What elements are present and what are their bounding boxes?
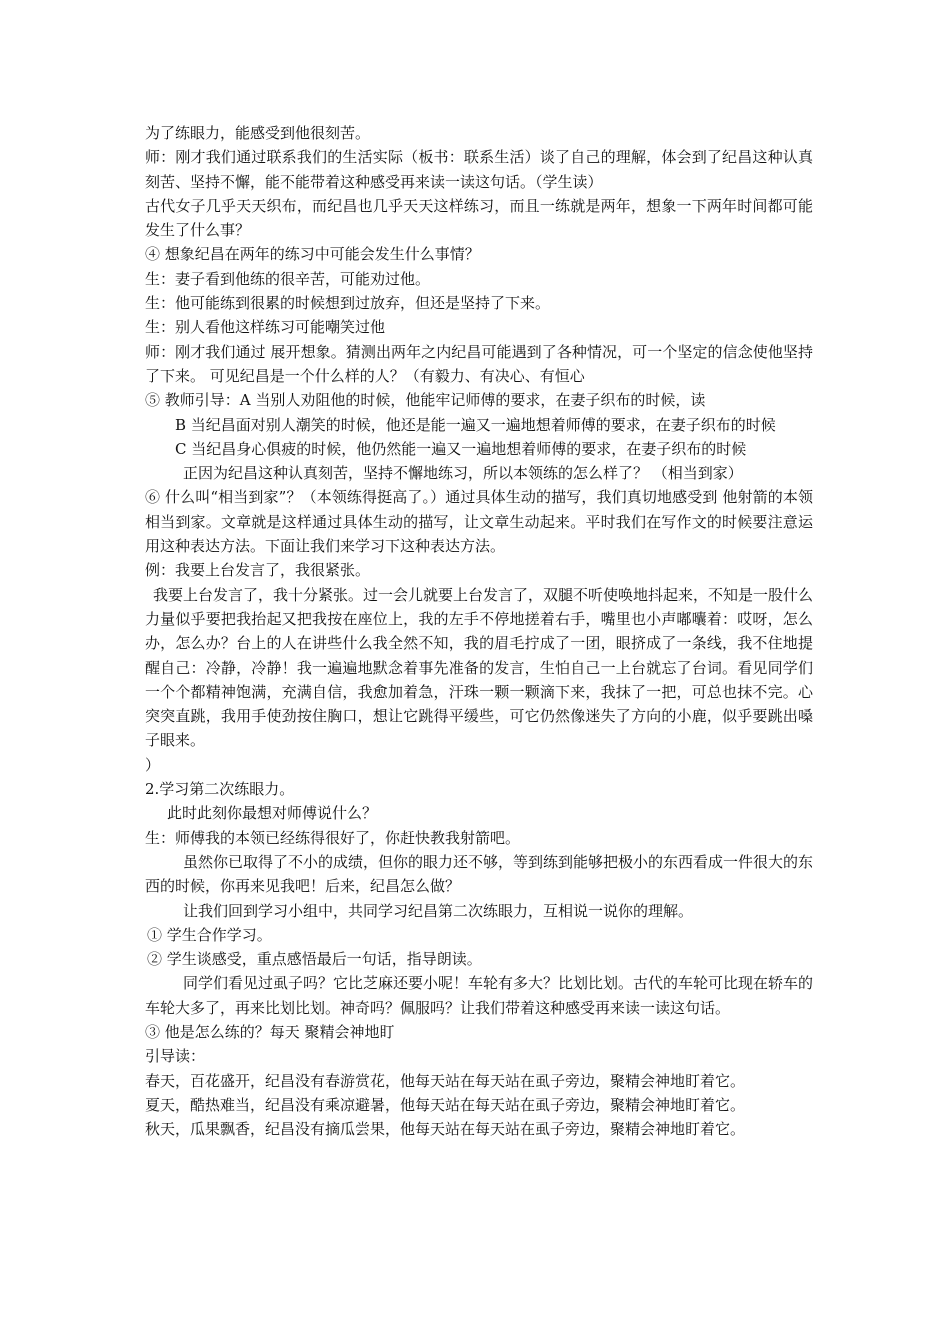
paragraph: 生：妻子看到他练的很辛苦，可能劝过他。 [145, 269, 431, 288]
paragraph: 春天，百花盛开，纪昌没有春游赏花，他每天站在每天站在虱子旁边，聚精会神地盯着它。 [145, 1071, 746, 1090]
paragraph: 引导读： [145, 1047, 206, 1066]
paragraph: ④ 想象纪昌在两年的练习中可能会发生什么事情？ [145, 245, 480, 264]
paragraph: 同学们看见过虱子吗？它比芝麻还要小呢！车轮有多大？比划比划。古代的车轮可比现在轿车的车轮大多了，再来比划比划。神奇吗？佩服吗？让我们带着这种感受再来读一读这句话。 [145, 974, 814, 1017]
paragraph: 生：师傅我的本领已经练得很好了，你赶快教我射箭吧。 [145, 828, 521, 847]
paragraph: 师：刚才我们通过联系我们的生活实际（板书：联系生活）谈了自己的理解，体会到了纪昌这种认真刻苦、坚持不懈，能不能带着这种感受再来读一读这句话。（学生读） [145, 148, 813, 191]
paragraph: ⑤ 教师引导：A 当别人劝阻他的时候，他能牢记师傅的要求，在妻子织布的时候，读 [145, 391, 706, 410]
paragraph: 我要上台发言了，我十分紧张。过一会儿就要上台发言了，双腿不听使唤地抖起来，不知是一股什么力量似乎要把我抬起又把我按在座位上，我的左手不停地搓着右手，嘴里也小声嘟囔着：哎呀，怎么办，怎么办？台上的人在讲些什么我全然不知，我的眉毛拧成了一团，眼挤成了一条线，我不住地提醒自己：冷静，冷静！我一遍遍地默念着事先准备的发言，生怕自己一上台就忘了台词。看见同学们一个个都精神饱满，充满自信，我愈加着急，汗珠一颗一颗滴下来，我抹了一把，可总也抹不完。心突突直跳，我用手使劲按住胸口，想让它跳得平缓些，可它仍然像迷失了方向的小鹿，似乎要跳出嗓子眼来。 [145, 585, 814, 750]
paragraph: 生：他可能练到很累的时候想到过放弃，但还是坚持了下来。 [145, 294, 551, 313]
paragraph: ② 学生谈感受，重点感悟最后一句话，指导朗读。 [147, 950, 482, 969]
paragraph: ① 学生合作学习。 [147, 925, 272, 944]
paragraph: ③ 他是怎么练的？每天 聚精会神地盯 [145, 1022, 395, 1041]
paragraph: 夏天，酷热难当，纪昌没有乘凉避暑，他每天站在每天站在虱子旁边，聚精会神地盯着它。 [145, 1095, 746, 1114]
paragraph: 古代女子几乎天天织布，而纪昌也几乎天天这样练习，而且一练就是两年，想象一下两年时间都可能发生了什么事？ [145, 196, 813, 240]
paragraph: 正因为纪昌这种认真刻苦，坚持不懈地练习，所以本领练的怎么样了？ （相当到家） [183, 464, 743, 483]
paragraph: B 当纪昌面对别人潮笑的时候，他还是能一遍又一遍地想着师傅的要求，在妻子织布的时候 [175, 415, 776, 434]
paragraph: 秋天，瓜果飘香，纪昌没有摘瓜尝果，他每天站在每天站在虱子旁边，聚精会神地盯着它。 [145, 1120, 746, 1139]
document-page [145, 121, 813, 1141]
paragraph: 为了练眼力，能感受到他很刻苦。 [145, 124, 371, 142]
paragraph: 让我们回到学习小组中，共同学习纪昌第二次练眼力，互相说一说你的理解。 [183, 901, 694, 920]
paragraph: 例：我要上台发言了，我很紧张。 [145, 561, 371, 580]
paragraph: 师：刚才我们通过 展开想象。猜测出两年之内纪昌可能遇到了各种情况，可一个坚定的信念使他坚持了下来。 可见纪昌是一个什么样的人？（有毅力、有决心、有恒心 [145, 342, 813, 385]
paragraph: ⑥ 什么叫“相当到家”？（本领练得挺高了。）通过具体生动的描写，我们真切地感受到 他射箭的本领相当到家。文章就是这样通过具体生动的描写，让文章生动起来。平时我们在写作文的时候要注意运用这种表达方法。下面让我们来学习下这种表达方法。 [145, 488, 813, 556]
paragraph: 此时此刻你最想对师傅说什么？ [167, 804, 378, 823]
paragraph: 虽然你已取得了不小的成绩，但你的眼力还不够，等到练到能够把极小的东西看成一件很大的东西的时候，你再来见我吧！后来，纪昌怎么做？ [145, 852, 814, 896]
paragraph: ） [145, 755, 161, 774]
paragraph: C 当纪昌身心俱疲的时候，他仍然能一遍又一遍地想着师傅的要求，在妻子织布的时候 [175, 439, 747, 458]
paragraph: 2.学习第二次练眼力。 [145, 780, 295, 799]
paragraph: 生：别人看他这样练习可能嘲笑过他 [145, 318, 386, 337]
